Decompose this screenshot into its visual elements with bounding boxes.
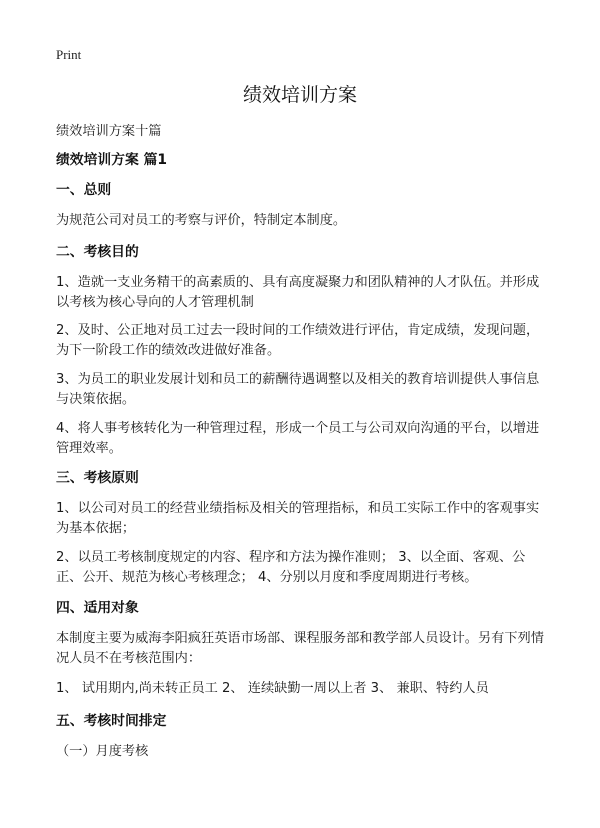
print-link[interactable]: Print xyxy=(56,47,82,62)
section-heading-general: 一、总则 xyxy=(56,182,112,198)
section-heading-purpose: 二、考核目的 xyxy=(56,244,139,260)
paragraph: 4、将人事考核转化为一种管理过程，形成一个员工与公司双向沟通的平台，以增进管理效率。 xyxy=(56,421,540,456)
document-title: 绩效培训方案 xyxy=(242,84,357,106)
paragraph: 为规范公司对员工的考察与评价，特制定本制度。 xyxy=(56,213,347,228)
paragraph: 1、 试用期内,尚未转正员工 2、 连续缺勤一周以上者 3、 兼职、特约人员 xyxy=(56,681,489,696)
paragraph: 1、造就一支业务精干的高素质的、具有高度凝聚力和团队精神的人才队伍。并形成以考核为核心导向的人才管理机制 xyxy=(56,275,540,310)
section-heading-principles: 三、考核原则 xyxy=(56,470,139,486)
paragraph: 3、为员工的职业发展计划和员工的薪酬待遇调整以及相关的教育培训提供人事信息与决策依据。 xyxy=(56,372,540,407)
section-heading-scope: 四、适用对象 xyxy=(56,600,139,616)
paragraph: （一）月度考核 xyxy=(56,744,149,759)
section-heading-schedule: 五、考核时间排定 xyxy=(56,713,167,729)
paragraph: 2、及时、公正地对员工过去一段时间的工作绩效进行评估，肯定成绩，发现问题，为下一阶段工作的绩效改进做好准备。 xyxy=(56,323,540,358)
document-subtitle: 绩效培训方案十篇 xyxy=(56,124,162,139)
paragraph: 2、以员工考核制度规定的内容、程序和方法为操作准则； 3、以全面、客观、公正、公开、规范为核心考核理念； 4、分别以月度和季度周期进行考核。 xyxy=(56,550,526,585)
part-heading: 绩效培训方案 篇1 xyxy=(56,152,167,168)
paragraph: 本制度主要为威海李阳疯狂英语市场部、课程服务部和教学部人员设计。另有下列情况人员不在考核范围内： xyxy=(56,631,544,666)
paragraph: 1、以公司对员工的经营业绩指标及相关的管理指标，和员工实际工作中的客观事实为基本依据； xyxy=(56,501,540,536)
